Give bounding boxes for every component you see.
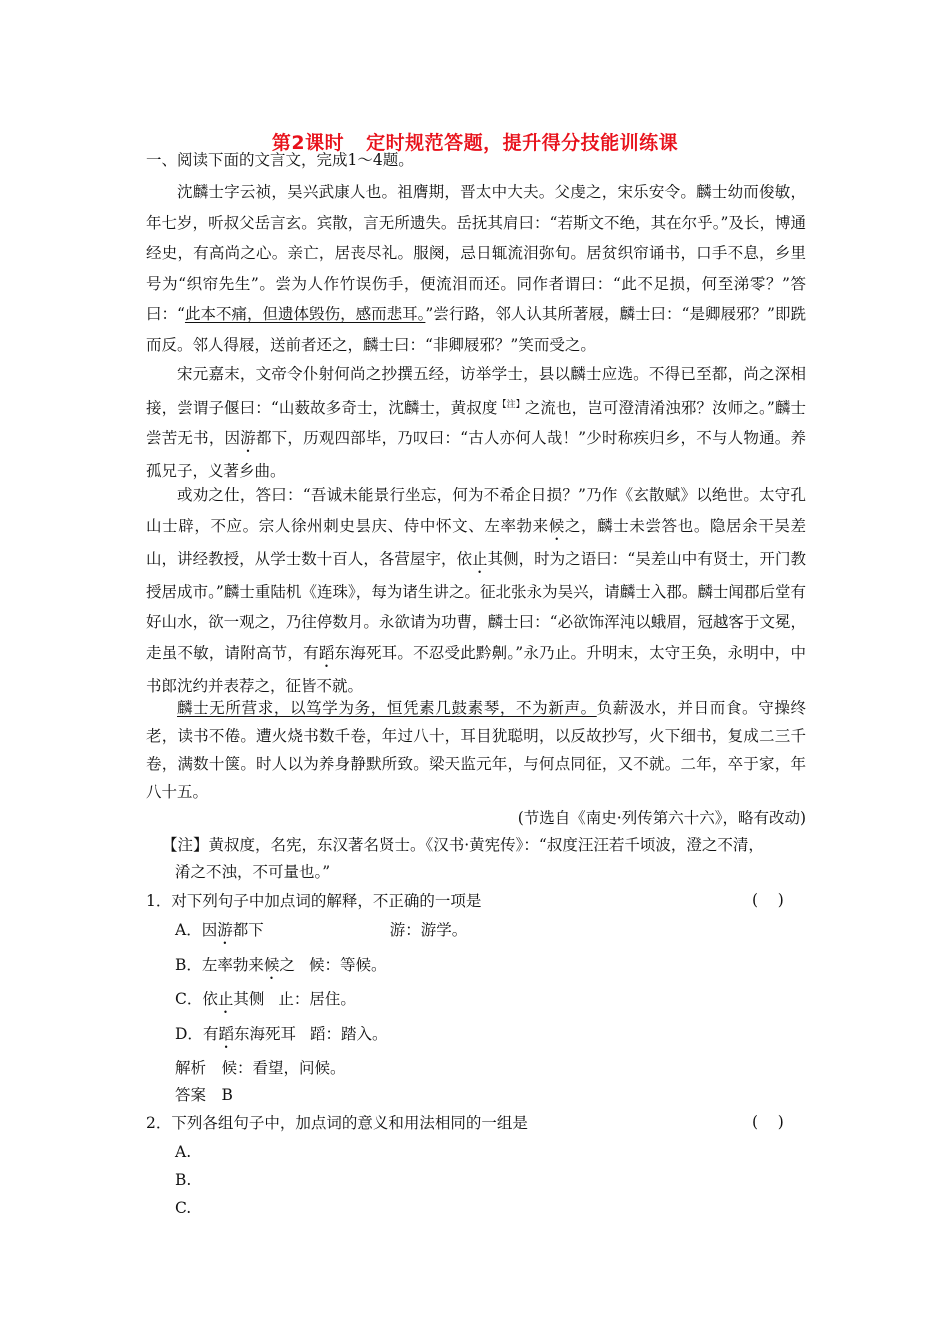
underlined-sentence-2: 麟士无所营求，以笃学为务，恒凭素几鼓素琴，不为新声。 (177, 699, 597, 717)
question-2-answer-blank[interactable]: ( ) (752, 1113, 784, 1131)
q1-option-b[interactable]: B．左率勃来候之 候：等候。 (175, 956, 387, 974)
passage-paragraph-4: 麟士无所营求，以笃学为务，恒凭素几鼓素琴，不为新声。负薪汲水，并日而食。守操终老，读书不倦。遭火烧书数千卷，年过八十，耳目犹聪明，以反故抄写，火下细书，复成二三千卷，满数十箧。时人以为养身静默所致。梁天监元年，与何点同征，又不就。二年，卒于家，年八十五。 (146, 699, 806, 801)
question-2-stem: 2．下列各组句子中，加点词的意义和用法相同的一组是 (146, 1114, 528, 1132)
q1-analysis: 解析 候：看望，问候。 (175, 1059, 346, 1077)
q2-option-c[interactable]: C. (175, 1199, 192, 1217)
note-marker: 【注】 (497, 399, 525, 410)
q2-option-a[interactable]: A. (175, 1143, 192, 1161)
source-citation: (节选自《南史·列传第六十六》，略有改动) (517, 809, 806, 827)
question-1-answer-blank[interactable]: ( ) (752, 891, 784, 909)
underlined-sentence-1: 此本不痛，但遗体毁伤，感而悲耳。 (184, 305, 426, 324)
dotted-word-dao: 蹈 (318, 643, 335, 662)
dotted-word-hou: 候 (548, 516, 565, 535)
passage-paragraph-2: 宋元嘉末，文帝令仆射何尚之抄撰五经，访举学士，县以麟士应选。不得已至都，尚之深相接，尝谓子偃曰：“山薮故多奇士，沈麟士，黄叔度$^{【注】}$之流也，岂可澄清淆浊邪？汝师之。”麟士尝苦无书，因游都下，历观四部毕，乃叹曰：“古人亦何人哉！”少时称疾归乡，不与人物通。养孤兄子，义著乡曲。 (146, 365, 806, 481)
lesson-number: 第2课时 (271, 132, 345, 154)
q1-option-d[interactable]: D．有蹈东海死耳 蹈：踏入。 (175, 1025, 388, 1043)
lesson-name: 定时规范答题，提升得分技能训练课 (366, 132, 679, 154)
dotted-word-you: 游 (240, 429, 256, 448)
dotted-word-zhi: 止 (472, 549, 488, 568)
q1-option-c[interactable]: C．依止其侧 止：居住。 (175, 990, 356, 1008)
question-1-stem: 1．对下列句子中加点词的解释，不正确的一项是 (146, 892, 482, 910)
footnote-line-1: 【注】黄叔度，名宪，东汉著名贤士。《汉书·黄宪传》：“叔度汪汪若千顷波，澄之不清， (162, 836, 764, 854)
footnote-line-2: 淆之不浊，不可量也。” (175, 863, 331, 881)
page-title (0, 128, 950, 155)
section-heading: 一、阅读下面的文言文，完成1～4题。 (146, 151, 414, 169)
q1-option-a[interactable]: A．因游都下 游：游学。 (175, 921, 468, 939)
passage-paragraph-1: 沈麟士字云祯，吴兴武康人也。祖膺期，晋太中大夫。父虔之，宋乐安令。麟士幼而俊敏，年七岁，听叔父岳言玄。宾散，言无所遗失。岳抚其肩曰：“若斯文不绝，其在尔乎。”及长，博通经史，有高尚之心。亲亡，居丧尽礼。服阕，忌日辄流泪弥旬。居贫织帘诵书，口手不息，乡里号为“织帘先生”。尝为人作竹误伤手，便流泪而还。同作者谓曰：“此不足损，何至涕零？”答曰：“此本不痛，但遗体毁伤，感而悲耳。”尝行路，邻人认其所著屐，麟士曰：“是卿屐邪？”即跣而反。邻人得屐，送前者还之，麟士曰：“非卿屐邪？”笑而受之。 (146, 183, 806, 354)
q1-answer: 答案 B (175, 1086, 233, 1104)
passage-paragraph-3: 或劝之仕，答曰：“吾诚未能景行坐忘，何为不希企日损？”乃作《玄散赋》以绝世。太守孔山士辟，不应。宗人徐州刺史昙庆、侍中怀文、左率勃来候之，麟士未尝答也。隐居余干吴差山，讲经教授，从学士数十百人，各营屋宇，依止其侧，时为之语曰：“吴差山中有贤士，开门教授居成市。”麟士重陆机《连珠》，每为诸生讲之。征北张永为吴兴，请麟士入郡。麟士闻郡后堂有好山水，欲一观之，乃往停数月。永欲请为功曹，麟士曰：“必欲饰浑沌以蛾眉，冠越客于文冕，走虽不敏，请附高节，有蹈东海死耳。不忍受此黔劓。”永乃止。升明末，太守王奂，永明中，中书郎沈约并表荐之，征皆不就。 (146, 486, 806, 695)
q2-option-b[interactable]: B. (175, 1171, 192, 1189)
